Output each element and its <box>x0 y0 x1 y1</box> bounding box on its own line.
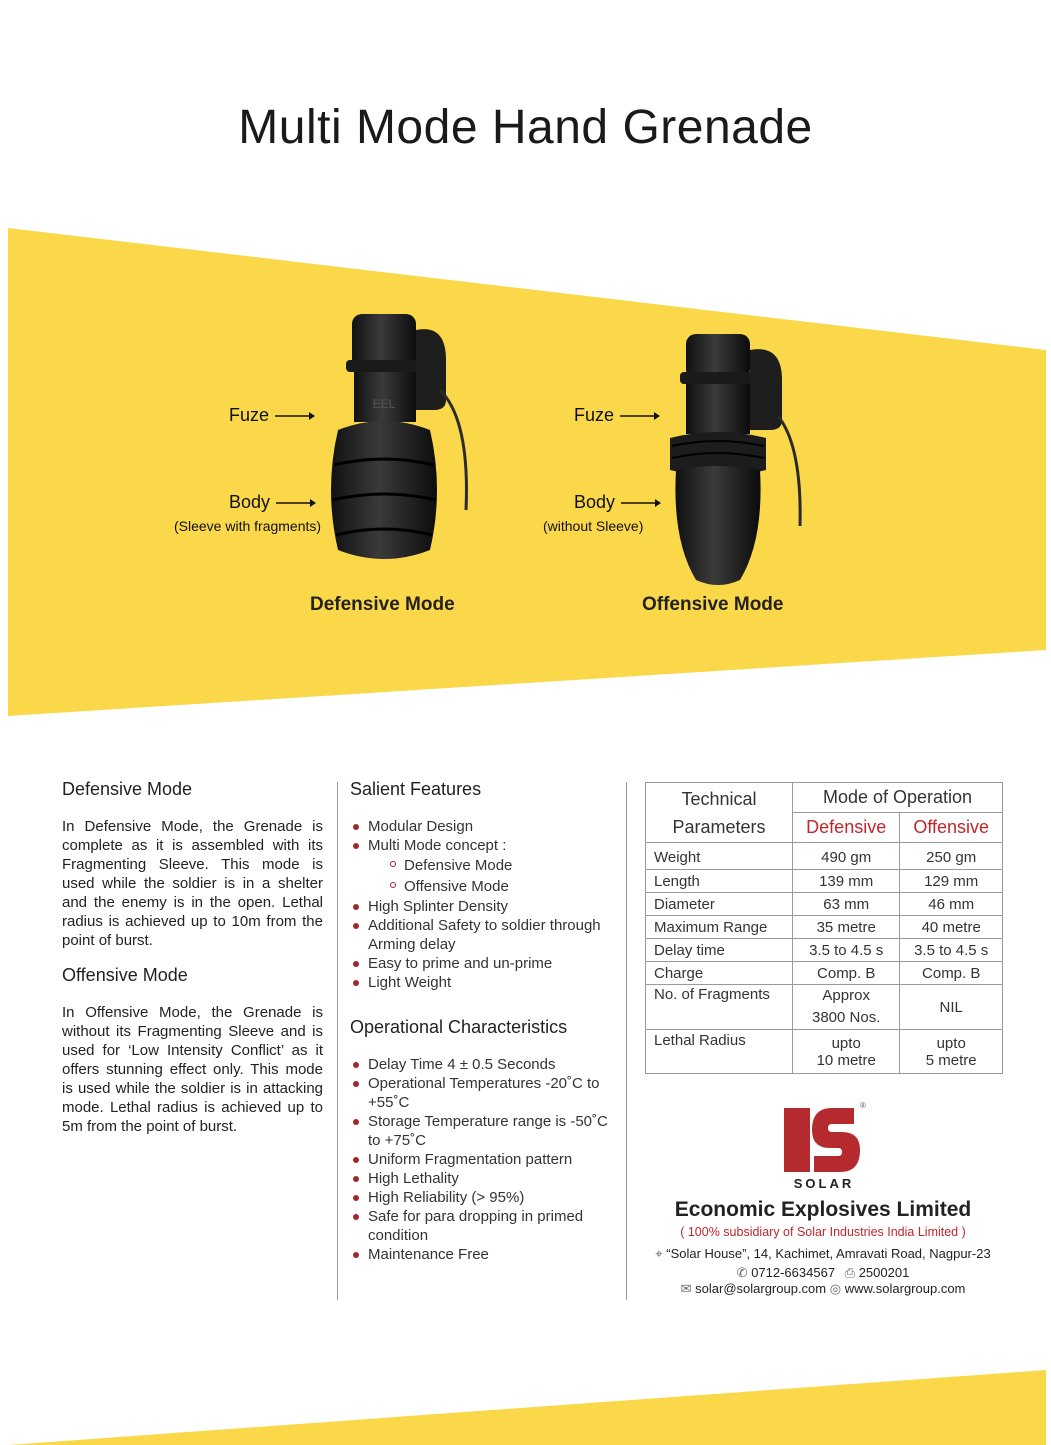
table-row <box>646 870 1003 893</box>
table-cell: Comp. B <box>793 962 900 985</box>
table-cell: No. of Fragments <box>646 985 793 1030</box>
website-link[interactable]: www.solargroup.com <box>844 1281 966 1296</box>
fragments-defensive-line1: Approx <box>822 987 870 1004</box>
offensive-mode-caption: Offensive Mode <box>642 594 784 615</box>
list-item: Defensive Mode <box>350 855 615 876</box>
body-note-right: (without Sleeve) <box>543 518 644 534</box>
table-cell-fragments-defensive <box>793 985 900 1030</box>
table-cell: 490 gm <box>793 847 900 870</box>
table-header-offensive: Offensive <box>900 813 1003 843</box>
table-cell: Length <box>646 870 793 893</box>
grenade-marking: EEL <box>372 397 396 411</box>
bottom-yellow-band <box>8 1370 1046 1445</box>
list-item: Operational Temperatures -20˚C to +55˚C <box>350 1074 615 1112</box>
registered-mark: ® <box>860 1101 866 1110</box>
fuze-label-left-text: Fuze <box>229 405 270 425</box>
table-cell: 46 mm <box>900 893 1003 916</box>
list-item: Uniform Fragmentation pattern <box>350 1150 615 1169</box>
page <box>8 0 1046 1445</box>
table-cell: 40 metre <box>900 916 1003 939</box>
company-phone <box>608 1265 1038 1281</box>
salient-heading: Salient Features <box>350 779 482 799</box>
table-row <box>646 893 1003 916</box>
table-header-mode: Mode of Operation <box>793 783 1003 813</box>
fax-icon: ⎙ <box>844 1265 856 1280</box>
column-divider <box>626 782 627 1300</box>
column-divider <box>337 782 338 1300</box>
phone-text: 0712-6634567 <box>751 1265 836 1280</box>
list-item: Storage Temperature range is -50˚C to +75˚C <box>350 1112 615 1150</box>
table-row <box>646 1030 1003 1074</box>
logo-text: SOLAR <box>793 1176 855 1191</box>
defensive-grenade-image <box>318 300 488 590</box>
company-contact <box>608 1281 1038 1297</box>
globe-icon: ◎ <box>829 1281 842 1296</box>
table-header-parameters <box>646 783 793 843</box>
arrow-right-icon <box>621 498 661 508</box>
table-header-row <box>646 783 1003 813</box>
body-note-left: (Sleeve with fragments) <box>174 518 322 534</box>
list-item: Easy to prime and un-prime <box>350 954 615 973</box>
table-header-defensive: Defensive <box>793 813 900 843</box>
fuze-label-right-text: Fuze <box>574 405 615 425</box>
mail-icon: ✉ <box>680 1281 692 1296</box>
table-header-parameters-line1: Technical <box>681 788 757 809</box>
table-cell: Lethal Radius <box>646 1030 793 1074</box>
page-title: Multi Mode Hand Grenade <box>238 101 813 154</box>
email-link[interactable]: solar@solargroup.com <box>695 1281 827 1296</box>
list-item: Modular Design <box>350 817 615 836</box>
table-cell: 3.5 to 4.5 s <box>793 939 900 962</box>
list-item: High Splinter Density <box>350 897 615 916</box>
table-cell: 63 mm <box>793 893 900 916</box>
list-item: Safe for para dropping in primed condition <box>350 1207 615 1245</box>
location-pin-icon: ⌖ <box>655 1246 663 1261</box>
table-row <box>646 916 1003 939</box>
arrow-right-icon <box>275 411 315 421</box>
lethal-defensive-line2: 10 metre <box>816 1051 876 1069</box>
body-label-left-text: Body <box>229 492 271 512</box>
list-item: Multi Mode concept : <box>350 836 615 855</box>
defensive-text: In Defensive Mode, the Grenade is complete as it is assembled with its Fragmenting Sleeve. This mode is used while the soldier is in a shelter and the enemy is in the open. Lethal radius is achieved up to 10m from the point of burst. <box>62 818 323 949</box>
table-cell-lethal-defensive <box>793 1030 900 1074</box>
table-cell: 3.5 to 4.5 s <box>900 939 1003 962</box>
table-cell: Weight <box>646 847 793 870</box>
table-row <box>646 985 1003 1030</box>
salient-list <box>350 817 615 992</box>
lethal-defensive-line1: upto <box>831 1034 861 1052</box>
list-item: Additional Safety to soldier through Arming delay <box>350 916 615 954</box>
table-cell: Charge <box>646 962 793 985</box>
table-cell: NIL <box>900 985 1003 1030</box>
table-cell: 129 mm <box>900 870 1003 893</box>
company-address <box>608 1246 1038 1262</box>
fuze-label-right <box>574 405 660 426</box>
mode-description-column <box>62 780 323 1136</box>
offensive-heading: Offensive Mode <box>62 965 188 985</box>
body-label-right <box>574 492 661 513</box>
table-cell: 35 metre <box>793 916 900 939</box>
table-cell: Diameter <box>646 893 793 916</box>
list-item: High Lethality <box>350 1169 615 1188</box>
fuze-label-left <box>229 405 315 426</box>
company-subsidiary: ( 100% subsidiary of Solar Industries India Limited ) <box>680 1225 966 1239</box>
body-label-right-text: Body <box>574 492 616 512</box>
table-cell: 250 gm <box>900 847 1003 870</box>
table-cell: Comp. B <box>900 962 1003 985</box>
defensive-mode-caption: Defensive Mode <box>310 594 455 615</box>
list-item: Maintenance Free <box>350 1245 615 1264</box>
table-cell: 139 mm <box>793 870 900 893</box>
list-item: High Reliability (> 95%) <box>350 1188 615 1207</box>
lethal-offensive-line2: 5 metre <box>925 1051 977 1069</box>
arrow-right-icon <box>276 498 316 508</box>
phone-icon: ✆ <box>736 1265 748 1280</box>
table-row <box>646 939 1003 962</box>
features-column <box>350 780 615 1264</box>
address-text: “Solar House”, 14, Kachimet, Amravati Road, Nagpur-23 <box>666 1246 991 1261</box>
fragments-defensive-line2: 3800 Nos. <box>812 1009 881 1026</box>
table-cell-lethal-offensive <box>900 1030 1003 1074</box>
company-name: Economic Explosives Limited <box>674 1198 972 1221</box>
table-cell: Maximum Range <box>646 916 793 939</box>
operational-list <box>350 1055 615 1264</box>
offensive-text: In Offensive Mode, the Grenade is without its Fragmenting Sleeve and is used for ‘Low Intensity Conflict’ as it offers stunning effect only. This mode is used while the soldier is in attacking mode. Lethal radius is achieved up to 5m from the point of burst. <box>62 1004 323 1135</box>
list-item: Light Weight <box>350 973 615 992</box>
list-item: Delay Time 4 ± 0.5 Seconds <box>350 1055 615 1074</box>
operational-heading: Operational Characteristics <box>350 1017 568 1037</box>
offensive-grenade-image <box>658 320 828 590</box>
arrow-right-icon <box>620 411 660 421</box>
table-row <box>646 847 1003 870</box>
fax-text: 2500201 <box>858 1265 910 1280</box>
body-label-left <box>229 492 316 513</box>
technical-parameters-table <box>645 782 1003 1074</box>
defensive-heading: Defensive Mode <box>62 779 193 799</box>
table-cell: Delay time <box>646 939 793 962</box>
list-item: Offensive Mode <box>350 876 615 897</box>
table-row <box>646 962 1003 985</box>
solar-logo-icon <box>784 1100 864 1180</box>
table-header-parameters-line2: Parameters <box>672 816 766 837</box>
lethal-offensive-line1: upto <box>936 1034 966 1052</box>
